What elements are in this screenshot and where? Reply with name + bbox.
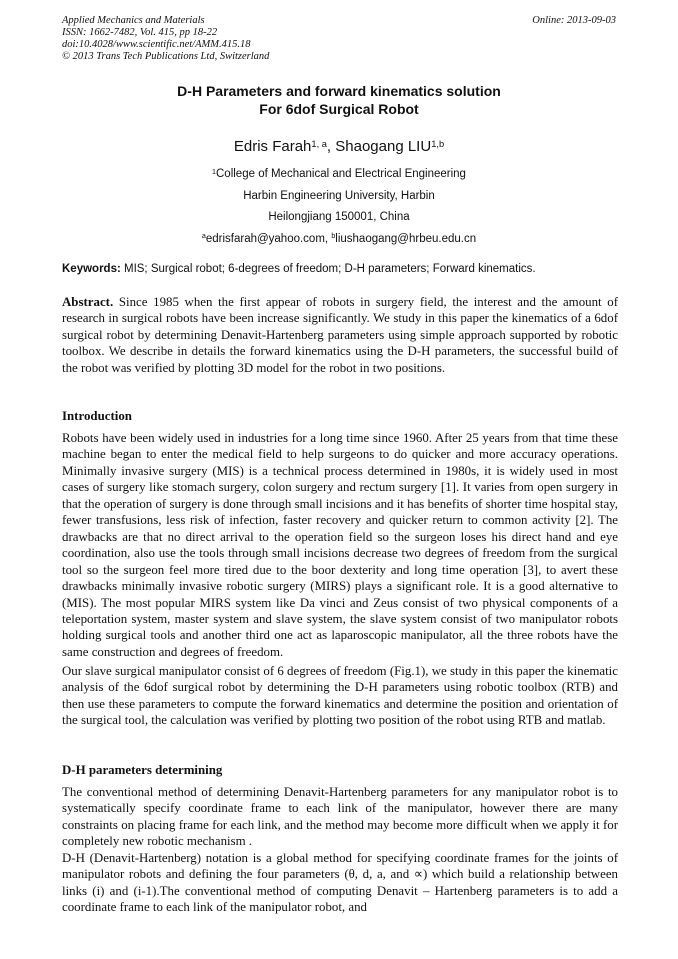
paper-title bbox=[0, 82, 678, 118]
author-list bbox=[0, 137, 678, 157]
title-line-1: D-H Parameters and forward kinematics solution bbox=[177, 83, 501, 99]
email-line bbox=[0, 229, 678, 251]
journal-name: Applied Mechanics and Materials bbox=[62, 15, 205, 26]
copyright-line: © 2013 Trans Tech Publications Ltd, Switzerland bbox=[62, 51, 270, 62]
author-2-affiliation-mark: 1,b bbox=[431, 138, 445, 149]
abstract bbox=[62, 294, 618, 376]
email-a: edrisfarah@yahoo.com, bbox=[205, 232, 332, 245]
abstract-text: Since 1985 when the first appear of robots in surgery field, the interest and the amount of research in surgical robots have been increase significantly. We study in this paper the kinematics of a 6dof surgical robot by determining Denavit-Hartenberg parameters using simple approach supported by robotic toolbox. We describe in details the forward kinematics using the D-H parameters, the successful build of the robot was verified by plotting 3D model for the robot in two positions. bbox=[62, 295, 618, 375]
affiliation-mark: 1 bbox=[212, 167, 216, 176]
introduction-paragraph-2: Our slave surgical manipulator consist of 6 degrees of freedom (Fig.1), we study in this paper the kinematic analysis of the 6dof surgical robot by determining the D-H parameters using robotic toolbox (RTB) and then use these parameters to compute the forward kinematics and determine the position and orientation of the surgical tool, the calculation was verified by plotting two position of the robot using RTB and matlab. bbox=[62, 664, 618, 728]
author-separator: , bbox=[326, 138, 336, 155]
email-b-mark: b bbox=[331, 232, 336, 241]
introduction-paragraph-1: Robots have been widely used in industries for a long time since 1960. After 25 years from that time these machine began to enter the medical field to help surgeons to do quicker and more accuracy operations. Minimally invasive surgery (MIS) is a technical process determined in 1980s, it is widely used in most cases of surgery like stomach surgery, colon surgery and rectum surgery [1]. It varies from open surgery in that the operation of surgery is done through small incisions and it has benefits of shorter time hospital stay, fewer transfusions, less risk of infection, faster recovery and quicker return to common activity [2]. The drawbacks are that no direct arrival to the operation field so the surgeon loses his direct hand and eye coordination, also use the tools through small incisions decrease two degrees of freedom from the surgical tool so the surgeon feel more tired due to the boor dexterity and long time operation [3], to avert these drawbacks minimally invasive robotic surgery (MIRS) plays a significant role. It is a good alternative to (MIS). The most popular MIRS system like Da vinci and Zeus consist of two physical components of a teleportation system, master system and slave system, the slave system consist of two manipulator robots holding surgical tools and another third one act as laparoscopic manipulator, all the three robots have the same construction and degrees of freedom. bbox=[62, 431, 618, 659]
introduction-heading: Introduction bbox=[62, 409, 132, 423]
abstract-label: Abstract. bbox=[62, 295, 114, 309]
journal-header bbox=[62, 15, 269, 63]
dh-paragraph-2: D-H (Denavit-Hartenberg) notation is a global method for specifying coordinate frames for the joints of manipulator robots and defining the four parameters (θ, d, a, and ∝) which build a relationship between links (i) and (i-1).The conventional method of computing Denavit – Hartenberg parameters is to add a coordinate frame to each link of the manipulator robot, and bbox=[62, 851, 618, 915]
affiliation-line-1: $^1$College of Mechanical and Electrical Engineering bbox=[212, 167, 466, 180]
online-date: Online: 2013-09-03 bbox=[532, 15, 616, 26]
dh-paragraph-1: The conventional method of determining Denavit-Hartenberg parameters for any manipulator robot is to systematically specify coordinate frame to each link of the manipulator, however there are many constraints on placing frame for each link, and the method may become more difficult when we apply it for completely new robotic mechanism . bbox=[62, 785, 618, 849]
affiliation-line-2: Harbin Engineering University, Harbin bbox=[243, 189, 435, 202]
affiliation-line-3: Heilongjiang 150001, China bbox=[268, 211, 410, 223]
issn-line: ISSN: 1662-7482, Vol. 415, pp 18-22 bbox=[62, 27, 218, 38]
email-a-mark: a bbox=[201, 232, 206, 241]
keywords-text: MIS; Surgical robot; 6-degrees of freedom; D-H parameters; Forward kinematics. bbox=[120, 263, 536, 275]
dh-section-heading: D-H parameters determining bbox=[62, 763, 223, 777]
doi-line: doi:10.4028/www.scientific.net/AMM.415.18 bbox=[62, 39, 251, 50]
keywords-label: Keywords: bbox=[62, 263, 121, 275]
keywords-line bbox=[62, 262, 618, 277]
author-1-affiliation-mark: 1, a bbox=[311, 138, 327, 149]
affiliation-block bbox=[0, 164, 678, 250]
email-b: liushaogang@hrbeu.edu.cn bbox=[335, 232, 477, 245]
title-line-2: For 6dof Surgical Robot bbox=[259, 101, 419, 117]
author-2: Shaogang LIU bbox=[335, 138, 432, 155]
author-1: Edris Farah bbox=[233, 138, 312, 155]
